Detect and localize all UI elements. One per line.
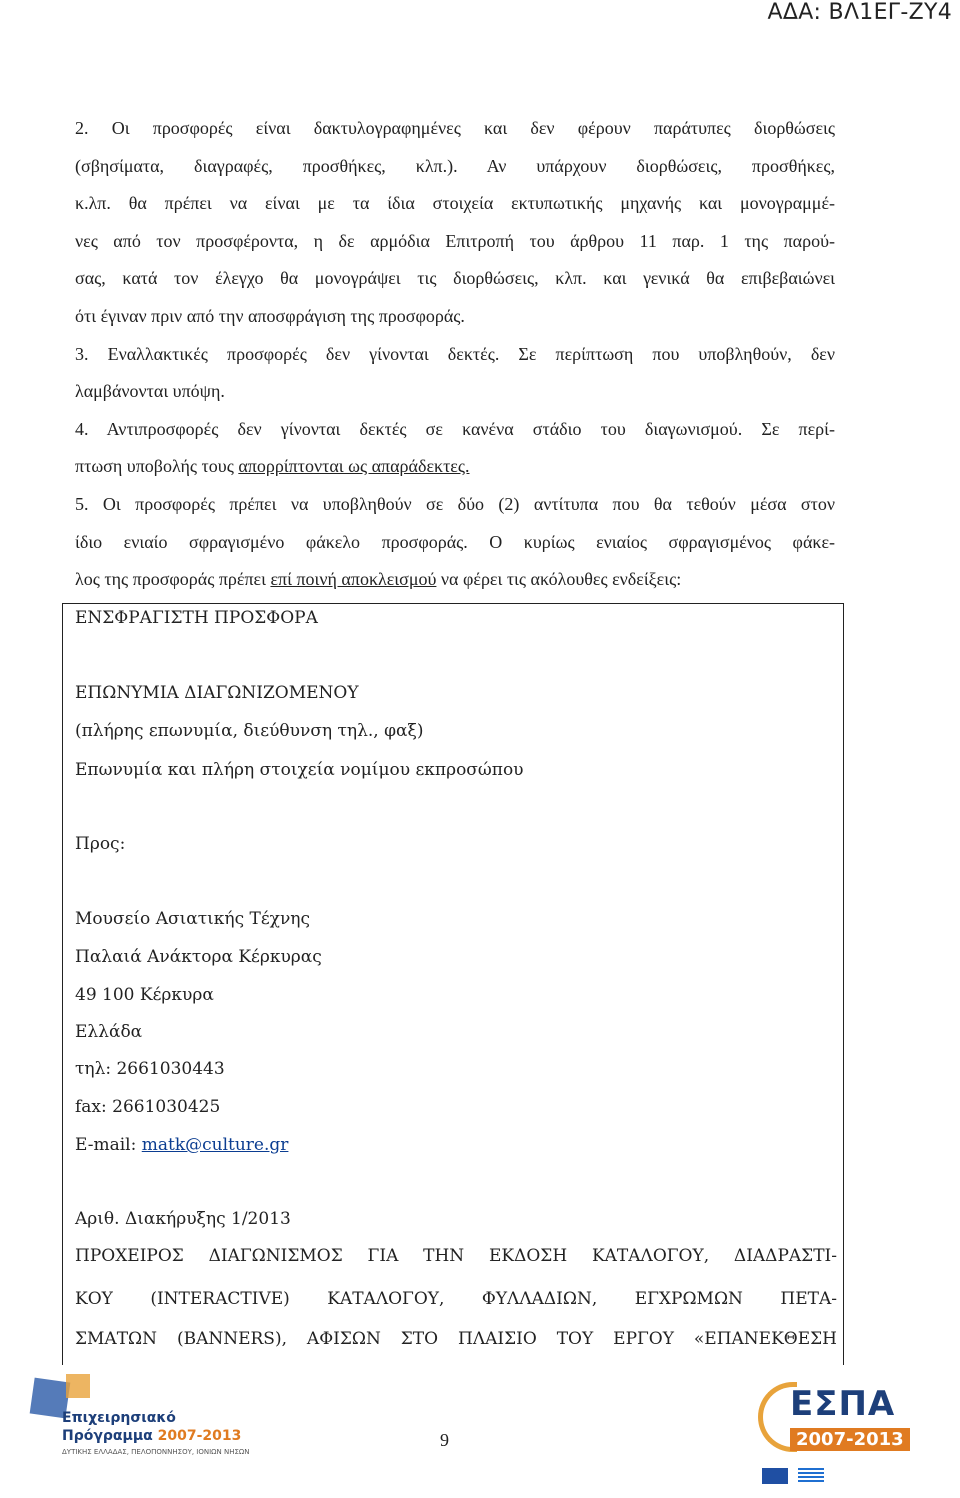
paragraph-line: ότι έγιναν πριν από την αποσφράγιση της προσφοράς. — [75, 305, 465, 326]
paragraph-line: (σβησίματα, διαγραφές, προσθήκες, κλπ.). Αν υπάρχουν διορθώσεις, προσθήκες, — [75, 155, 835, 176]
espa-wordmark: ΕΣΠΑ — [790, 1384, 896, 1424]
espa-years: 2007-2013 — [790, 1428, 910, 1451]
recipient-line: Ελλάδα — [75, 1022, 143, 1042]
text-span: λος της προσφοράς πρέπει — [75, 569, 271, 590]
recipient-line: Παλαιά Ανάκτορα Κέρκυρας — [75, 947, 322, 967]
text-span: πτωση υποβολής τους — [75, 456, 239, 477]
sealed-offer-label: ΕΝΣΦΡΑΓΙΣΤΗ ΠΡΟΣΦΟΡΑ — [75, 608, 318, 628]
recipient-fax: fax: 2661030425 — [75, 1097, 221, 1117]
bidder-details: (πλήρης επωνυμία, διεύθυνση τηλ., φαξ) — [75, 721, 424, 741]
body-text — [75, 110, 835, 599]
text-span: να φέρει τις ακόλουθες ενδείξεις: — [436, 569, 682, 590]
paragraph-line: σας, κατά τον έλεγχο θα μονογράψει τις διορθώσεις, κλπ. και γενικά θα επιβεβαιώνει — [75, 268, 835, 289]
logo-word: Πρόγραμμα — [62, 1428, 153, 1444]
paragraph-line: κ.λπ. θα πρέπει να είναι με τα ίδια στοιχεία εκτυπωτικής μηχανής και μονογραμμέ- — [75, 193, 835, 214]
footer — [0, 1372, 960, 1498]
to-label: Προς: — [75, 834, 126, 854]
tender-title-line: ΣΜΑΤΩΝ (BANNERS), ΑΦΙΣΩΝ ΣΤΟ ΠΛΑΙΣΙΟ ΤΟΥ ΕΡΓΟΥ «ΕΠΑΝΕΚΘΕΣΗ — [75, 1329, 837, 1349]
email-label: E-mail: — [75, 1135, 142, 1155]
logo-subtext: ΔΥΤΙΚΗΣ ΕΛΛΑΔΑΣ, ΠΕΛΟΠΟΝΝΗΣΟΥ, ΙΟΝΙΩΝ ΝΗΣΩΝ — [62, 1448, 250, 1456]
recipient-phone: τηλ: 2661030443 — [75, 1059, 225, 1079]
eu-flag-icon — [762, 1468, 788, 1484]
ada-code: ΑΔΑ: ΒΛ1ΕΓ-ΖΥ4 — [767, 0, 952, 25]
logo-years: 2007-2013 — [157, 1428, 242, 1444]
tender-number: Αριθ. Διακήρυξης 1/2013 — [75, 1209, 291, 1229]
underlined-text: απορρίπτονται ως απαράδεκτες. — [238, 456, 470, 477]
greek-flag-icon — [798, 1468, 824, 1484]
logo-text: Επιχειρησιακό — [62, 1410, 176, 1426]
page-number: 9 — [440, 1430, 449, 1450]
tender-title-line: ΚΟΥ (INTERACTIVE) ΚΑΤΑΛΟΓΟΥ, ΦΥΛΛΑΔΙΩΝ, ΕΓΧΡΩΜΩΝ ΠΕΤΑ- — [75, 1289, 837, 1309]
paragraph-line: 2. Οι προσφορές είναι δακτυλογραφημένες και δεν φέρουν παράτυπες διορθώσεις — [75, 118, 835, 138]
recipient-line: Μουσείο Ασιατικής Τέχνης — [75, 909, 311, 929]
paragraph-line — [75, 561, 835, 599]
paragraph-line: ίδιο ενιαίο σφραγισμένο φάκελο προσφοράς. Ο κυρίως ενιαίος σφραγισμένος φάκε- — [75, 531, 835, 552]
bidder-name-label: ΕΠΩΝΥΜΙΑ ΔΙΑΓΩΝΙΖΟΜΕΝΟΥ — [75, 683, 359, 703]
underlined-text: επί ποινή αποκλεισμού — [270, 569, 437, 590]
email-link[interactable]: matk@culture.gr — [141, 1135, 289, 1155]
logo-text — [62, 1428, 241, 1444]
paragraph-line: νες από τον προσφέροντα, η δε αρμόδια Επιτροπή του άρθρου 11 παρ. 1 της παρού- — [75, 230, 835, 251]
paragraph-line: λαμβάνονται υπόψη. — [75, 381, 225, 402]
paragraph-line: 5. Οι προσφορές πρέπει να υποβληθούν σε δύο (2) αντίτυπα που θα τεθούν μέσα στον — [75, 493, 835, 514]
paragraph-line — [75, 448, 835, 486]
tender-title-line: ΠΡΟΧΕΙΡΟΣ ΔΙΑΓΩΝΙΣΜΟΣ ΓΙΑ ΤΗΝ ΕΚΔΟΣΗ ΚΑΤΑΛΟΓΟΥ, ΔΙΑΔΡΑΣΤΙ- — [75, 1246, 837, 1266]
logo-shape — [66, 1374, 90, 1398]
paragraph-line: 3. Εναλλακτικές προσφορές δεν γίνονται δεκτές. Σε περίπτωση που υποβληθούν, δεν — [75, 343, 835, 364]
operational-programme-logo — [26, 1374, 250, 1492]
legal-rep-label: Επωνυμία και πλήρη στοιχεία νομίμου εκπροσώπου — [75, 760, 524, 780]
espa-logo — [750, 1376, 920, 1494]
recipient-email-line — [75, 1135, 288, 1155]
paragraph-line: 4. Αντιπροσφορές δεν γίνονται δεκτές σε κανένα στάδιο του διαγωνισμού. Σε περί- — [75, 418, 835, 439]
recipient-line: 49 100 Κέρκυρα — [75, 985, 214, 1005]
